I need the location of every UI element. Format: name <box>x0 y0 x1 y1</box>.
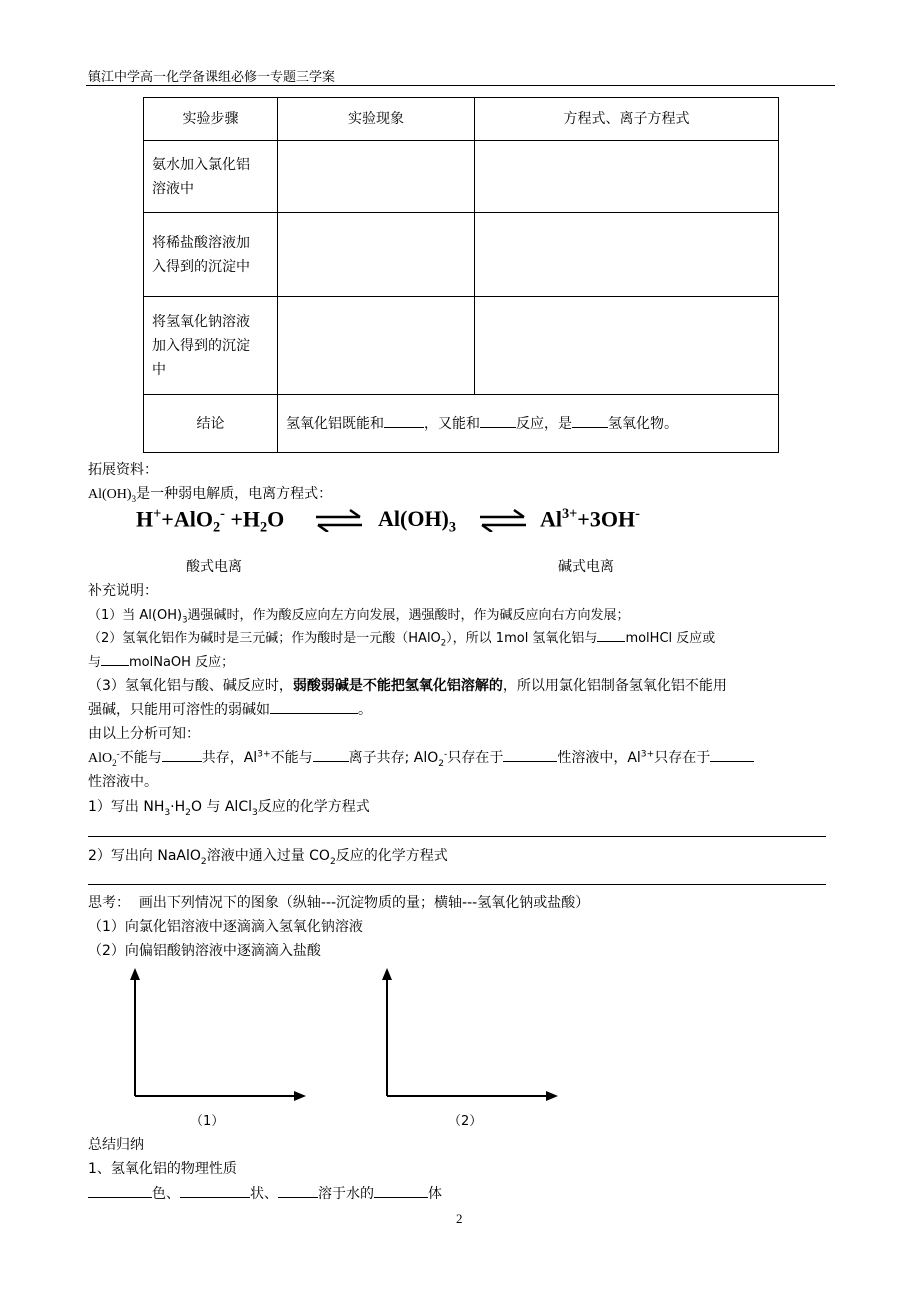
intro-text: 是一种弱电解质，电离方程式： <box>136 486 333 502</box>
conclusion-cell <box>278 395 779 453</box>
answer-line-2[interactable] <box>88 884 826 885</box>
blank[interactable] <box>270 699 358 714</box>
step-cell <box>144 213 278 297</box>
blank[interactable] <box>710 747 754 762</box>
conclusion-text: 氢氧化铝既能和 <box>286 415 384 432</box>
question-2: 2）写出向 NaAlO$_2$溶液中通入过量 $CO_2$反应的化学方程式 <box>88 848 448 867</box>
supplement-item-2-cont: 与 molNaOH 反应； <box>88 651 234 670</box>
extension-title: 拓展资料： <box>88 462 158 478</box>
equation-cell[interactable] <box>475 297 779 395</box>
supplement-item-1: （1）当 $Al(OH)_3$遇强碱时，作为酸反应向左方向发展，遇强酸时，作为碱反应向右方向发展； <box>88 608 630 625</box>
analysis-line-2: 性溶液中。 <box>88 774 158 790</box>
equation-cell[interactable] <box>475 213 779 297</box>
equilibrium-arrow-icon <box>314 508 364 532</box>
summary-fill-line: 色、 状、 溶于水的 体 <box>88 1183 442 1203</box>
blank[interactable] <box>313 747 349 762</box>
table-row <box>144 297 779 395</box>
step-line: 将氢氧化钠溶液 <box>152 313 250 330</box>
supplement-item-3-cont: 强碱，只能用可溶性的弱碱如 。 <box>88 699 372 719</box>
extension-intro <box>88 483 332 504</box>
answer-line-1[interactable] <box>88 836 826 837</box>
phenomenon-cell[interactable] <box>278 213 475 297</box>
blank[interactable] <box>180 1183 250 1198</box>
conclusion-row <box>144 395 779 453</box>
step-cell <box>144 141 278 213</box>
subscript: 3 <box>131 493 137 504</box>
analysis-line-1: AlO$_2$-不能与 共存，$Al^{3+}$不能与 离子共存; AlO$_2$-只存在于 性溶液中，$Al^{3+}$只存在于 <box>88 747 754 769</box>
graph-1-label: （1） <box>190 1114 225 1129</box>
step-line: 加入得到的沉淀 <box>152 337 250 354</box>
equilibrium-arrow-icon <box>478 508 528 532</box>
acid-ionization-label: 酸式电离 <box>186 559 242 575</box>
page-header: 镇江中学高一化学备课组必修一专题三学案 <box>88 70 336 85</box>
step-line: 将稀盐酸溶液加 <box>152 234 250 251</box>
blank[interactable] <box>374 1183 428 1198</box>
analysis-title: 由以上分析可知： <box>88 726 200 742</box>
equation-middle: $Al(OH)_3$ <box>378 506 457 536</box>
col-header-equation: 方程式、离子方程式 <box>475 98 779 141</box>
page-number: 2 <box>456 1211 463 1226</box>
table-row <box>144 213 779 297</box>
summary-item-1: 1、氢氧化铝的物理性质 <box>88 1161 237 1177</box>
blank[interactable] <box>88 1183 152 1198</box>
blank[interactable] <box>597 627 625 642</box>
col-header-step: 实验步骤 <box>144 98 278 141</box>
equation-cell[interactable] <box>475 141 779 213</box>
conclusion-label: 结论 <box>144 395 278 453</box>
conclusion-text: 反应，是 <box>516 415 572 432</box>
step-line: 溶液中 <box>152 180 194 197</box>
supplement-item-2: （2）氢氧化铝作为碱时是三元碱；作为酸时是一元酸（HAlO$_2$），所以 1mol 氢氧化铝与 molHCl 反应或 <box>88 627 715 648</box>
phenomenon-cell[interactable] <box>278 297 475 395</box>
graph-axes-2[interactable] <box>372 966 562 1102</box>
header-rule <box>86 85 835 86</box>
blank[interactable] <box>572 413 608 428</box>
col-header-phenomenon: 实验现象 <box>278 98 475 141</box>
blank[interactable] <box>162 747 202 762</box>
blank[interactable] <box>480 413 516 428</box>
step-line: 氨水加入氯化铝 <box>152 156 250 173</box>
think-item-2: （2）向偏铝酸钠溶液中逐滴滴入盐酸 <box>88 943 321 959</box>
equation-right: $Al^{3+}+3OH^-$ <box>540 506 640 532</box>
blank[interactable] <box>101 651 129 666</box>
blank[interactable] <box>278 1183 318 1198</box>
supplement-item-3: （3）氢氧化铝与酸、碱反应时，弱酸弱碱是不能把氢氧化铝溶解的，所以用氯化铝制备氢氧化铝不能用 <box>88 678 727 694</box>
summary-title: 总结归纳 <box>88 1137 144 1153</box>
think-prompt: 思考： 画出下列情况下的图象（纵轴---沉淀物质的量；横轴---氢氧化钠或盐酸） <box>88 895 590 911</box>
step-line: 入得到的沉淀中 <box>152 258 250 275</box>
conclusion-text: 氢氧化物。 <box>608 415 678 432</box>
graph-2-label: （2） <box>448 1114 483 1129</box>
step-line: 中 <box>152 361 166 378</box>
supplement-title: 补充说明： <box>88 583 158 599</box>
formula: Al(OH) <box>88 487 132 502</box>
question-1: 1）写出 $NH_3\cdot H_2O$ 与 AlCl$_3$反应的化学方程式 <box>88 799 370 818</box>
graph-axes-1[interactable] <box>120 966 310 1102</box>
table-header-row <box>144 98 779 141</box>
phenomenon-cell[interactable] <box>278 141 475 213</box>
blank[interactable] <box>384 413 424 428</box>
equation-left: $H^++AlO_2^- +H_2O$ <box>136 506 285 536</box>
base-ionization-label: 碱式电离 <box>558 559 614 575</box>
step-cell <box>144 297 278 395</box>
table-row <box>144 141 779 213</box>
experiment-table <box>143 97 779 453</box>
blank[interactable] <box>503 747 557 762</box>
think-item-1: （1）向氯化铝溶液中逐滴滴入氢氧化钠溶液 <box>88 919 363 935</box>
conclusion-text: ，又能和 <box>424 415 480 432</box>
